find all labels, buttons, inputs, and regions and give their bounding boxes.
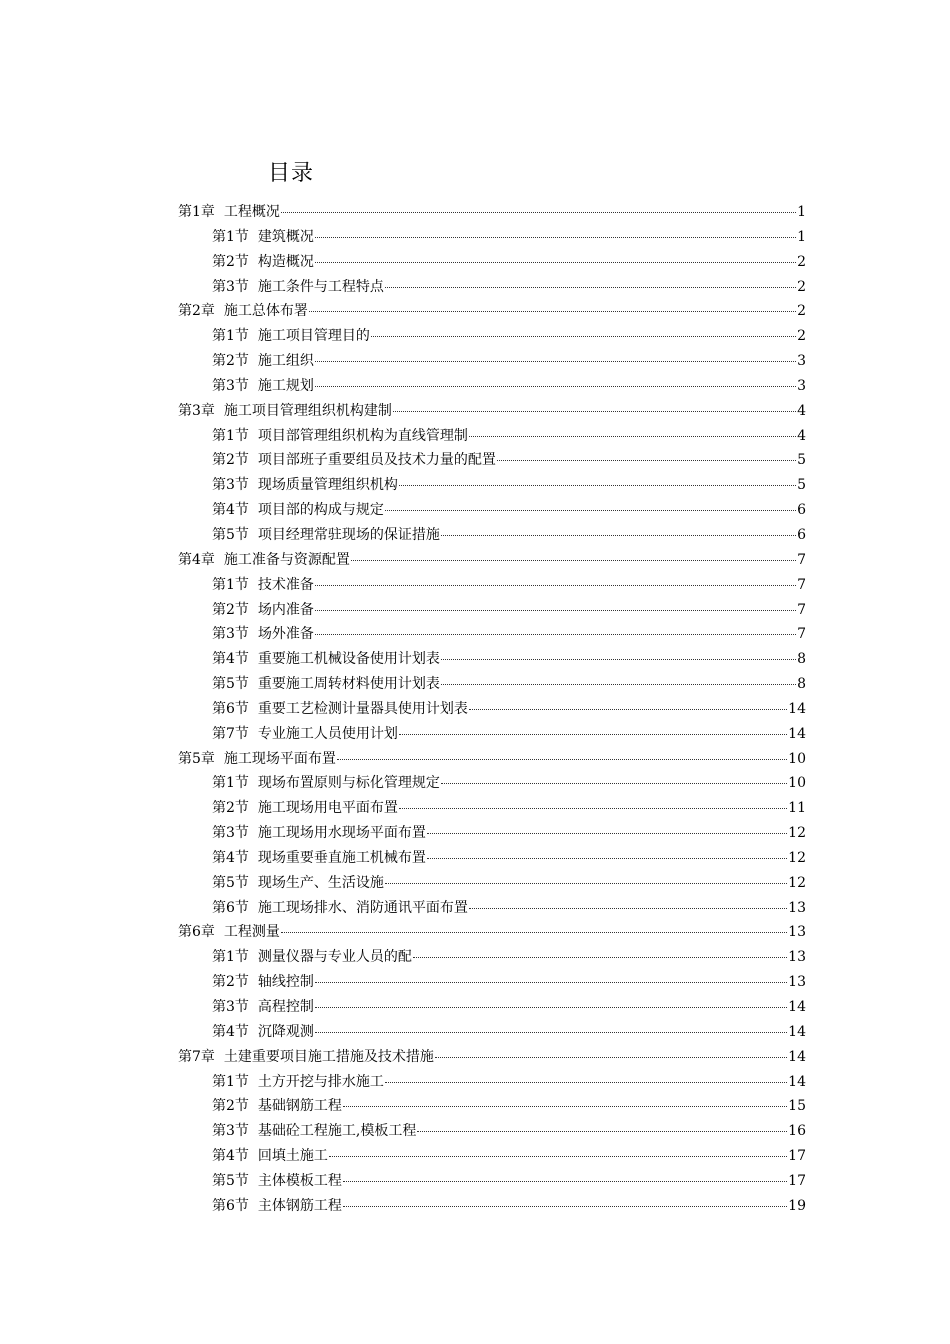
toc-entry-page: 13 — [788, 899, 806, 916]
toc-section-entry[interactable] — [178, 573, 806, 598]
toc-chapter-entry[interactable] — [178, 299, 806, 324]
toc-entry-title: 主体模板工程 — [257, 1172, 342, 1189]
toc-section-entry[interactable] — [178, 1119, 806, 1144]
toc-section-entry[interactable] — [178, 970, 806, 995]
toc-dot-leader — [343, 1206, 787, 1207]
toc-entry-number: 第2节 — [212, 452, 249, 469]
toc-entry-title: 构造概况 — [257, 253, 314, 270]
toc-dot-leader — [469, 436, 796, 437]
toc-entry-page: 13 — [788, 949, 806, 966]
toc-section-entry[interactable] — [178, 1194, 806, 1219]
toc-entry-title: 施工准备与资源配置 — [223, 551, 350, 568]
toc-dot-leader — [281, 212, 796, 213]
toc-section-entry[interactable] — [178, 722, 806, 747]
toc-dot-leader — [315, 1007, 787, 1008]
toc-entry-title: 专业施工人员使用计划 — [257, 725, 398, 742]
toc-entry-page: 14 — [788, 725, 806, 742]
toc-entry-title: 场外准备 — [257, 626, 314, 643]
toc-entry-number: 第5节 — [212, 676, 249, 693]
toc-entry-title: 工程概况 — [223, 204, 280, 220]
toc-dot-leader — [337, 759, 787, 760]
toc-entry-title: 轴线控制 — [257, 974, 314, 991]
toc-entry-page: 6 — [797, 526, 806, 543]
toc-entry-number: 第1节 — [212, 427, 249, 444]
toc-entry-page: 7 — [797, 551, 806, 568]
toc-entry-page: 7 — [797, 626, 806, 643]
toc-entry-title: 施工现场平面布置 — [223, 750, 336, 767]
toc-entry-page: 1 — [797, 228, 806, 245]
toc-dot-leader — [315, 634, 796, 635]
toc-entry-page: 17 — [788, 1172, 806, 1189]
toc-dot-leader — [393, 411, 796, 412]
toc-title: 目录 — [268, 161, 315, 186]
toc-chapter-entry[interactable] — [178, 399, 806, 424]
toc-entry-number: 第6节 — [212, 899, 249, 916]
toc-entry-number: 第5节 — [212, 874, 249, 891]
toc-entry-page: 4 — [797, 402, 806, 419]
toc-dot-leader — [385, 883, 787, 884]
toc-entry-title: 土方开挖与排水施工 — [257, 1073, 384, 1090]
toc-entry-title: 沉降观测 — [257, 1023, 314, 1040]
toc-entry-title: 施工规划 — [257, 377, 314, 394]
toc-entry-number: 第2节 — [212, 974, 249, 991]
toc-entry-title: 工程测量 — [223, 924, 280, 941]
toc-entry-number: 第6章 — [178, 924, 215, 941]
toc-section-entry[interactable] — [178, 796, 806, 821]
toc-dot-leader — [417, 1131, 787, 1132]
toc-entry-page: 5 — [797, 477, 806, 494]
toc-entry-page: 12 — [788, 874, 806, 891]
toc-entry-number: 第4节 — [212, 651, 249, 668]
toc-entry-number: 第3节 — [212, 377, 249, 394]
toc-entry-number: 第1章 — [178, 204, 215, 220]
toc-entry-page: 2 — [797, 303, 806, 320]
toc-entry-number: 第4节 — [212, 1023, 249, 1040]
toc-entry-page: 14 — [788, 700, 806, 717]
toc-dot-leader — [427, 833, 787, 834]
toc-dot-leader — [399, 485, 796, 486]
toc-entry-page: 12 — [788, 849, 806, 866]
toc-entry-number: 第1节 — [212, 949, 249, 966]
toc-entry-title: 回填土施工 — [257, 1148, 328, 1165]
toc-entry-page: 13 — [788, 924, 806, 941]
toc-section-entry[interactable] — [178, 622, 806, 647]
toc-entry-number: 第3节 — [212, 1123, 249, 1140]
toc-entry-title: 项目经理常驻现场的保证措施 — [257, 526, 440, 543]
toc-entry-title: 重要施工机械设备使用计划表 — [257, 651, 440, 668]
toc-section-entry[interactable] — [178, 1094, 806, 1119]
toc-entry-page: 10 — [788, 775, 806, 792]
toc-dot-leader — [435, 1057, 787, 1058]
toc-entry-title: 施工组织 — [257, 353, 314, 370]
toc-entry-title: 施工现场用水现场平面布置 — [257, 825, 426, 842]
toc-section-entry[interactable] — [178, 275, 806, 300]
toc-entry-title: 高程控制 — [257, 999, 314, 1015]
toc-entry-number: 第3节 — [212, 999, 249, 1015]
toc-entry-number: 第1节 — [212, 328, 249, 345]
toc-chapter-entry[interactable] — [178, 747, 806, 772]
toc-entry-number: 第7节 — [212, 725, 249, 742]
toc-dot-leader — [315, 386, 796, 387]
toc-section-entry[interactable] — [178, 448, 806, 473]
toc-entry-page: 5 — [797, 452, 806, 469]
toc-dot-leader — [315, 585, 796, 586]
toc-entry-title: 基础钢筋工程 — [257, 1098, 342, 1115]
toc-entry-page: 19 — [788, 1197, 806, 1214]
toc-section-entry[interactable] — [178, 945, 806, 970]
toc-dot-leader — [315, 982, 787, 983]
toc-entry-number: 第6节 — [212, 700, 249, 717]
toc-dot-leader — [385, 510, 796, 511]
toc-entry-title: 场内准备 — [257, 601, 314, 618]
toc-entry-title: 现场布置原则与标化管理规定 — [257, 775, 440, 792]
toc-section-entry[interactable] — [178, 523, 806, 548]
toc-dot-leader — [427, 858, 787, 859]
toc-dot-leader — [315, 610, 796, 611]
toc-entry-page: 2 — [797, 328, 806, 345]
toc-entry-number: 第2章 — [178, 303, 215, 320]
toc-entry-title: 项目部管理组织机构为直线管理制 — [257, 427, 468, 444]
toc-dot-leader — [315, 361, 796, 362]
toc-entry-number: 第4节 — [212, 502, 249, 519]
toc-entry-number: 第4节 — [212, 1148, 249, 1165]
toc-dot-leader — [315, 1032, 787, 1033]
toc-entry-title: 重要施工周转材料使用计划表 — [257, 676, 440, 693]
toc-entry-number: 第2节 — [212, 800, 249, 817]
toc-dot-leader — [309, 311, 796, 312]
toc-dot-leader — [385, 287, 796, 288]
toc-entry-number: 第6节 — [212, 1197, 249, 1214]
toc-dot-leader — [343, 1106, 787, 1107]
toc-dot-leader — [315, 237, 796, 238]
toc-entry-title: 重要工艺检测计量器具使用计划表 — [257, 700, 468, 717]
toc-entry-page: 16 — [788, 1123, 806, 1140]
toc-entry-page: 11 — [788, 800, 806, 817]
toc-dot-leader — [469, 908, 787, 909]
toc-entry-number: 第5节 — [212, 1172, 249, 1189]
toc-entry-number: 第3节 — [212, 278, 249, 295]
toc-section-entry[interactable] — [178, 821, 806, 846]
toc-entry-number: 第3节 — [212, 825, 249, 842]
toc-entry-number: 第3章 — [178, 402, 215, 419]
toc-entry-title: 土建重要项目施工措施及技术措施 — [223, 1048, 434, 1065]
toc-entry-page: 7 — [797, 601, 806, 618]
toc-entry-number: 第1节 — [212, 775, 249, 792]
toc-dot-leader — [441, 659, 796, 660]
toc-entry-number: 第1节 — [212, 576, 249, 593]
toc-dot-leader — [413, 957, 787, 958]
toc-dot-leader — [441, 535, 796, 536]
toc-entry-title: 项目部班子重要组员及技术力量的配置 — [257, 452, 496, 469]
toc-entry-page: 14 — [788, 1073, 806, 1090]
toc-entry-title: 主体钢筋工程 — [257, 1197, 342, 1214]
toc-chapter-entry[interactable] — [178, 920, 806, 945]
toc-dot-leader — [315, 262, 796, 263]
toc-entry-page: 3 — [797, 353, 806, 370]
toc-entry-page: 8 — [797, 651, 806, 668]
toc-chapter-entry[interactable] — [178, 548, 806, 573]
toc-entry-title: 施工项目管理组织机构建制 — [223, 402, 392, 419]
toc-entry-page: 3 — [797, 377, 806, 394]
toc-section-entry[interactable] — [178, 250, 806, 275]
toc-entry-page: 12 — [788, 825, 806, 842]
toc-section-entry[interactable] — [178, 1169, 806, 1194]
toc-dot-leader — [329, 1156, 787, 1157]
toc-dot-leader — [497, 460, 796, 461]
toc-dot-leader — [399, 808, 787, 809]
toc-section-entry[interactable] — [178, 672, 806, 697]
toc-entry-page: 2 — [797, 278, 806, 295]
toc-entry-title: 项目部的构成与规定 — [257, 502, 384, 519]
toc-chapter-entry[interactable] — [178, 200, 806, 225]
toc-entry-title: 技术准备 — [257, 576, 314, 593]
toc-entry-title: 施工总体布署 — [223, 303, 308, 320]
toc-entry-title: 施工项目管理目的 — [257, 328, 370, 345]
toc-section-entry[interactable] — [178, 846, 806, 871]
toc-section-entry[interactable] — [178, 374, 806, 399]
toc-entry-number: 第3节 — [212, 477, 249, 494]
toc-entry-page: 1 — [797, 204, 806, 220]
toc-section-entry[interactable] — [178, 995, 806, 1020]
toc-section-entry[interactable] — [178, 324, 806, 349]
toc-entry-number: 第7章 — [178, 1048, 215, 1065]
toc-entry-title: 建筑概况 — [257, 228, 314, 245]
toc-entry-page: 6 — [797, 502, 806, 519]
toc-section-entry[interactable] — [178, 598, 806, 623]
toc-entry-title: 现场生产、生活设施 — [257, 874, 384, 891]
toc-entry-page: 17 — [788, 1148, 806, 1165]
toc-section-entry[interactable] — [178, 1020, 806, 1045]
toc-entry-title: 施工条件与工程特点 — [257, 278, 384, 295]
toc-dot-leader — [441, 783, 787, 784]
toc-section-entry[interactable] — [178, 896, 806, 921]
toc-section-entry[interactable] — [178, 647, 806, 672]
toc-dot-leader — [371, 336, 796, 337]
toc-entry-page: 8 — [797, 676, 806, 693]
toc-entry-number: 第4章 — [178, 551, 215, 568]
toc-entry-number: 第1节 — [212, 1073, 249, 1090]
toc-dot-leader — [351, 560, 796, 561]
toc-entry-page: 15 — [788, 1098, 806, 1115]
toc-section-entry[interactable] — [178, 349, 806, 374]
toc-entry-title: 现场质量管理组织机构 — [257, 477, 398, 494]
toc-entry-number: 第3节 — [212, 626, 249, 643]
toc-entry-number: 第1节 — [212, 228, 249, 245]
toc-entry-number: 第5节 — [212, 526, 249, 543]
toc-section-entry[interactable] — [178, 498, 806, 523]
toc-entry-title: 基础砼工程施工,模板工程 — [257, 1123, 417, 1140]
toc-section-entry[interactable] — [178, 1070, 806, 1095]
toc-section-entry[interactable] — [178, 871, 806, 896]
toc-section-entry[interactable] — [178, 1144, 806, 1169]
toc-entry-page: 14 — [788, 1023, 806, 1040]
toc-entry-number: 第2节 — [212, 353, 249, 370]
toc-dot-leader — [281, 932, 787, 933]
toc-section-entry[interactable] — [178, 473, 806, 498]
toc-entry-page: 14 — [788, 999, 806, 1015]
toc-entry-title: 施工现场用电平面布置 — [257, 800, 398, 817]
toc-chapter-entry[interactable] — [178, 1045, 806, 1070]
toc-dot-leader — [343, 1181, 787, 1182]
toc-entry-page: 2 — [797, 253, 806, 270]
toc-entry-number: 第4节 — [212, 849, 249, 866]
toc-entry-page: 10 — [788, 750, 806, 767]
toc-entry-page: 14 — [788, 1048, 806, 1065]
toc-dot-leader — [469, 709, 787, 710]
toc-entry-title: 施工现场排水、消防通讯平面布置 — [257, 899, 468, 916]
toc-entry-number: 第2节 — [212, 253, 249, 270]
toc-section-entry[interactable] — [178, 424, 806, 449]
toc-dot-leader — [385, 1082, 787, 1083]
toc-section-entry[interactable] — [178, 697, 806, 722]
toc-section-entry[interactable] — [178, 225, 806, 250]
toc-entry-title: 现场重要垂直施工机械布置 — [257, 849, 426, 866]
toc-dot-leader — [441, 684, 796, 685]
toc-section-entry[interactable] — [178, 771, 806, 796]
toc-entry-number: 第2节 — [212, 601, 249, 618]
toc-entry-title: 测量仪器与专业人员的配 — [257, 949, 412, 966]
toc-entry-number: 第2节 — [212, 1098, 249, 1115]
toc-dot-leader — [399, 734, 787, 735]
toc-entry-number: 第5章 — [178, 750, 215, 767]
toc-list — [178, 200, 806, 1219]
toc-entry-page: 13 — [788, 974, 806, 991]
toc-entry-page: 7 — [797, 576, 806, 593]
toc-entry-page: 4 — [797, 427, 806, 444]
